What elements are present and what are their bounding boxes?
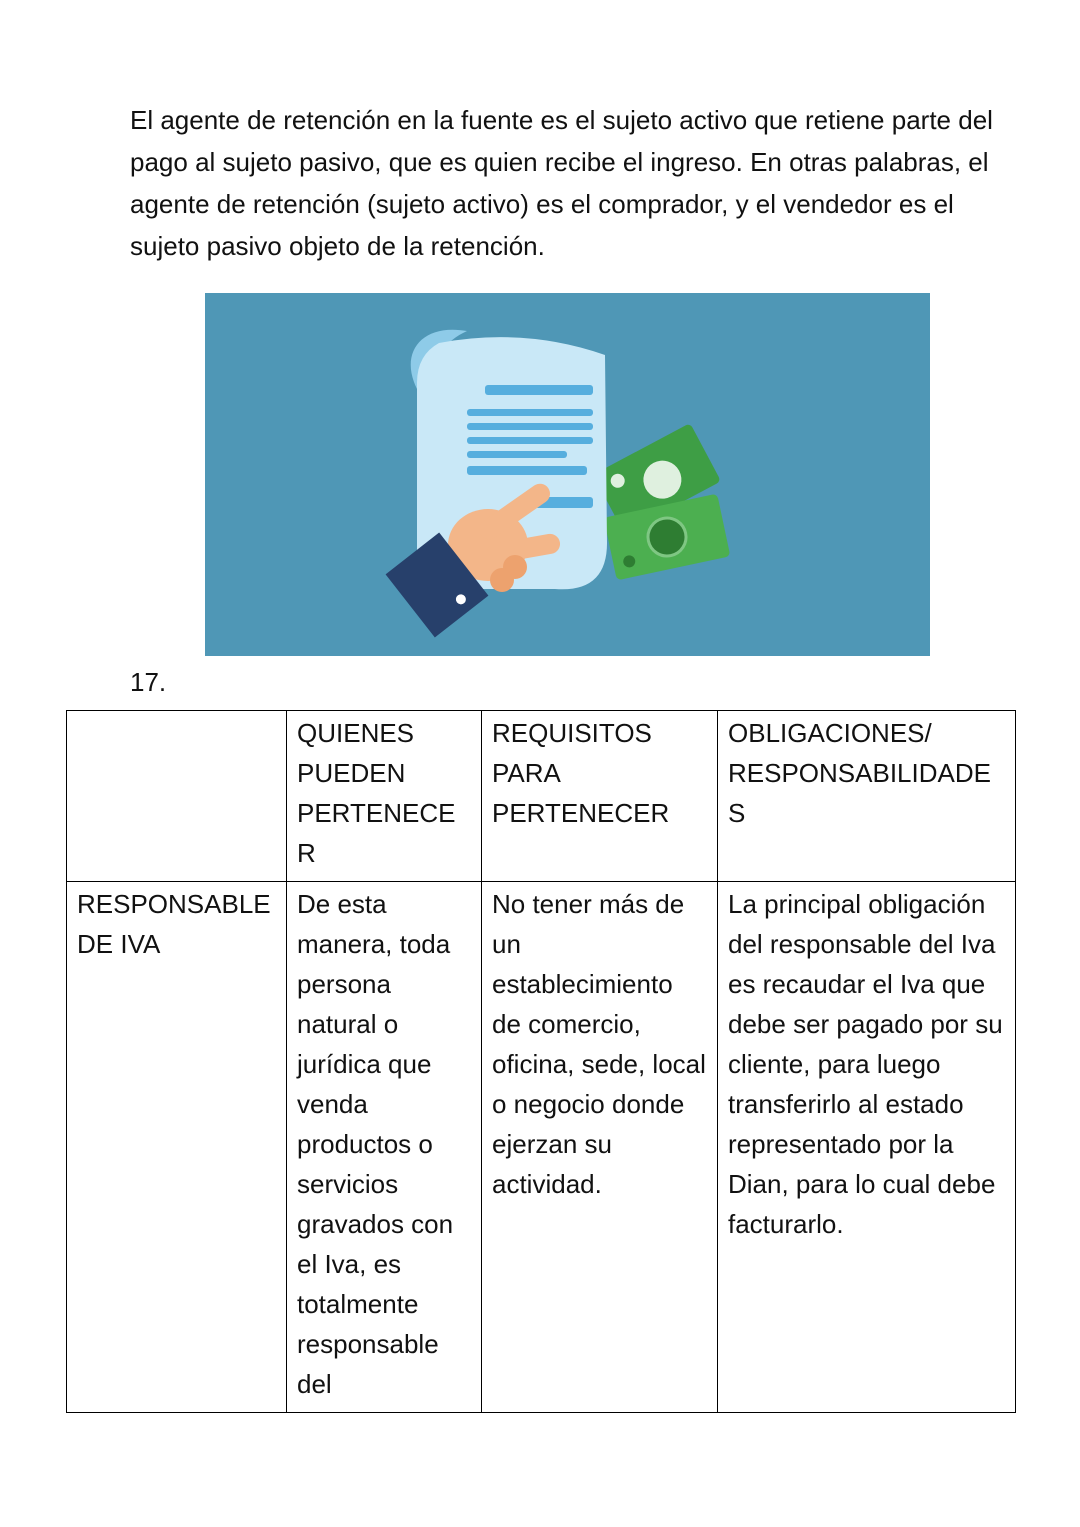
- intro-paragraph: El agente de retención en la fuente es el sujeto activo que retiene parte del pago al sujeto pasivo, que es quien recibe el ingreso. En otras palabras, el agente de retención (sujeto activo) es el comprador, y el vendedor es el sujeto pasivo objeto de la retención.: [130, 105, 993, 261]
- cell-quienes: De esta manera, toda persona natural o jurídica que venda productos o servicios gravados con el Iva, es totalmente responsable del: [287, 882, 482, 1413]
- table-header-requisitos: REQUISITOS PARA PERTENECER: [482, 711, 718, 882]
- invoice-illustration-svg: [205, 293, 930, 656]
- cell-requisitos: No tener más de un establecimiento de comercio, oficina, sede, local o negocio donde ejerzan su actividad.: [482, 882, 718, 1413]
- table-header-quienes: QUIENES PUEDEN PERTENECER: [287, 711, 482, 882]
- row-label-cell: RESPONSABLE DE IVA: [67, 882, 287, 1413]
- table-corner-cell: [67, 711, 287, 882]
- table-header-row: [67, 711, 1016, 882]
- list-item-number: 17.: [130, 667, 167, 697]
- knuckle-2: [490, 568, 514, 592]
- table-header-obligaciones: OBLIGACIONES/ RESPONSABILIDADES: [718, 711, 1016, 882]
- invoice-illustration: [205, 293, 930, 656]
- cell-obligaciones: La principal obligación del responsable del Iva es recaudar el Iva que debe ser pagado por su cliente, para luego transferirlo al estado representado por la Dian, para lo cual debe facturarlo.: [718, 882, 1016, 1413]
- iva-table: [66, 710, 1016, 1413]
- table-row: [67, 882, 1016, 1413]
